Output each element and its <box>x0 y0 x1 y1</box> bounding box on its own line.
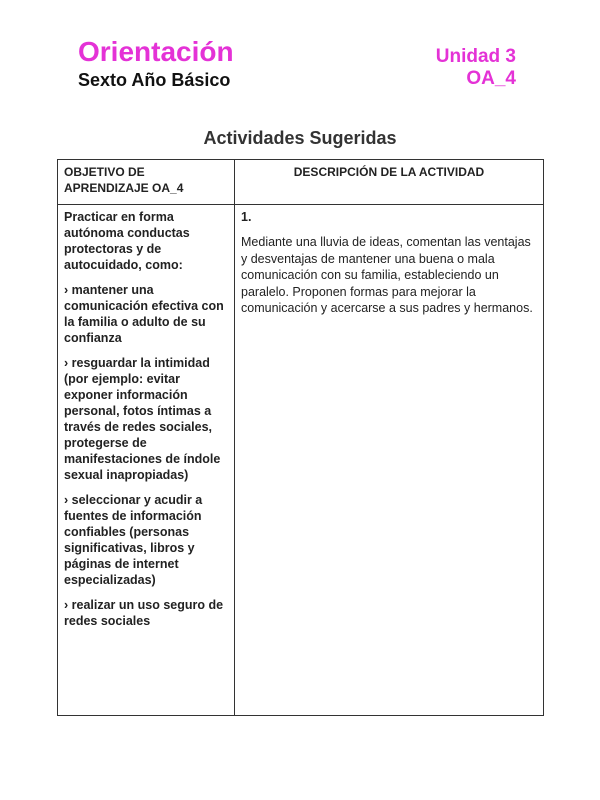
page-subtitle: Sexto Año Básico <box>78 70 231 90</box>
description-header-cell <box>235 160 544 205</box>
objective-item: › realizar un uso seguro de redes sociales <box>64 598 224 628</box>
objective-item: › seleccionar y acudir a fuentes de información confiables (personas significativas, libros y páginas de internet especializadas) <box>64 493 203 587</box>
description-header: DESCRIPCIÓN DE LA ACTIVIDAD <box>293 165 485 179</box>
activity-number: 1. <box>241 210 252 224</box>
section-title: Actividades Sugeridas <box>203 128 397 148</box>
objective-item: › mantener una comunicación efectiva con la familia o adulto de su confianza <box>64 283 224 345</box>
activities-table <box>57 159 544 716</box>
activity-cell <box>235 205 544 716</box>
oa-label: OA_4 <box>466 68 516 89</box>
objective-item: › resguardar la intimidad (por ejemplo: evitar exponer información personal, fotos íntimas a través de redes sociales, protegerse de manifestaciones de índole sexual inapropiadas) <box>64 356 221 482</box>
table-row <box>58 205 544 716</box>
objective-intro: Practicar en forma autónoma conductas protectoras y de autocuidado, como: <box>64 210 190 272</box>
objective-cell <box>58 205 235 716</box>
objective-header: OBJETIVO DE APRENDIZAJE OA_4 <box>64 165 184 195</box>
header-left <box>78 36 234 91</box>
page-title: Orientación <box>78 36 234 67</box>
objective-header-cell <box>58 160 235 205</box>
unit-label: Unidad 3 <box>435 46 516 67</box>
header-right <box>436 46 516 90</box>
table-header-row <box>58 160 544 205</box>
activity-description: Mediante una lluvia de ideas, comentan las ventajas y desventajas de mantener una buena o mala comunicación con su familia, estableciendo un paralelo. Proponen formas para mejorar la comunicación y acercarse a sus padres y hermanos. <box>241 235 533 315</box>
